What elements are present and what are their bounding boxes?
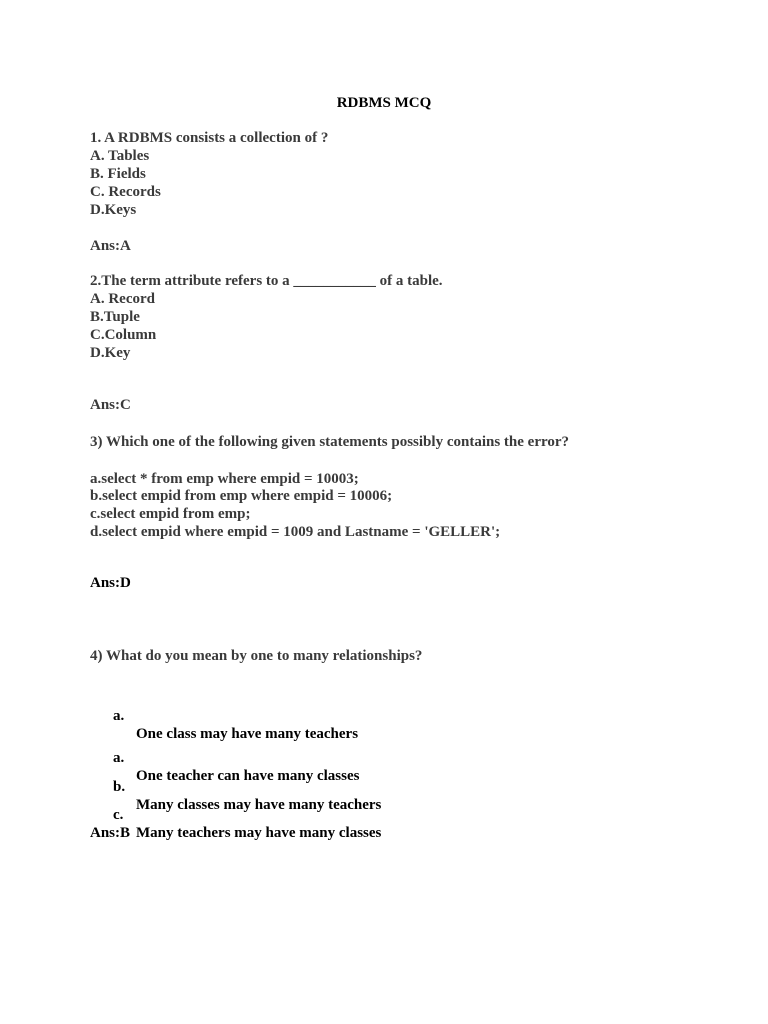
q3-option-c: c.select empid from emp; — [90, 506, 251, 522]
q4-option-3-letter: b. — [113, 779, 126, 795]
q4-option-2-letter: a. — [113, 750, 125, 766]
q2-option-a: A. Record — [90, 291, 155, 307]
q2-option-c: C.Column — [90, 327, 157, 343]
q1-option-c: C. Records — [90, 184, 161, 200]
q4-option-4-text: Many teachers may have many classes — [136, 825, 382, 841]
q1-question: 1. A RDBMS consists a collection of ? — [90, 130, 329, 146]
q4-option-1 — [0, 689, 768, 742]
q3-option-a: a.select * from emp where empid = 10003; — [90, 471, 359, 487]
q3-option-d: d.select empid where empid = 1009 and Lastname = 'GELLER'; — [90, 524, 501, 540]
q4-question: 4) What do you mean by one to many relationships? — [90, 648, 423, 664]
q4-answer: Ans:B — [90, 825, 131, 841]
q1-answer: Ans:A — [90, 238, 131, 254]
q1-option-b: B. Fields — [90, 166, 146, 182]
q3-question: 3) Which one of the following given statements possibly contains the error? — [90, 434, 570, 450]
q4-option-3 — [0, 760, 768, 813]
q2-option-d: D.Key — [90, 345, 131, 361]
q4-option-2 — [0, 731, 768, 784]
q4-option-3-text: Many classes may have many teachers — [136, 797, 382, 813]
q4-option-2-text: One teacher can have many classes — [136, 768, 360, 784]
q3-answer: Ans:D — [90, 575, 131, 591]
q1-option-d: D.Keys — [90, 202, 137, 218]
q2-answer: Ans:C — [90, 397, 131, 413]
q4-option-4-letter: c. — [113, 807, 124, 823]
q3-option-b: b.select empid from emp where empid = 10006; — [90, 488, 393, 504]
q4-option-1-letter: a. — [113, 708, 125, 724]
document-title: RDBMS MCQ — [336, 95, 432, 111]
q2-option-b: B.Tuple — [90, 309, 140, 325]
q4-option-1-text: One class may have many teachers — [136, 726, 359, 742]
q1-option-a: A. Tables — [90, 148, 150, 164]
q2-question: 2.The term attribute refers to a ___________ of a table. — [90, 273, 443, 289]
